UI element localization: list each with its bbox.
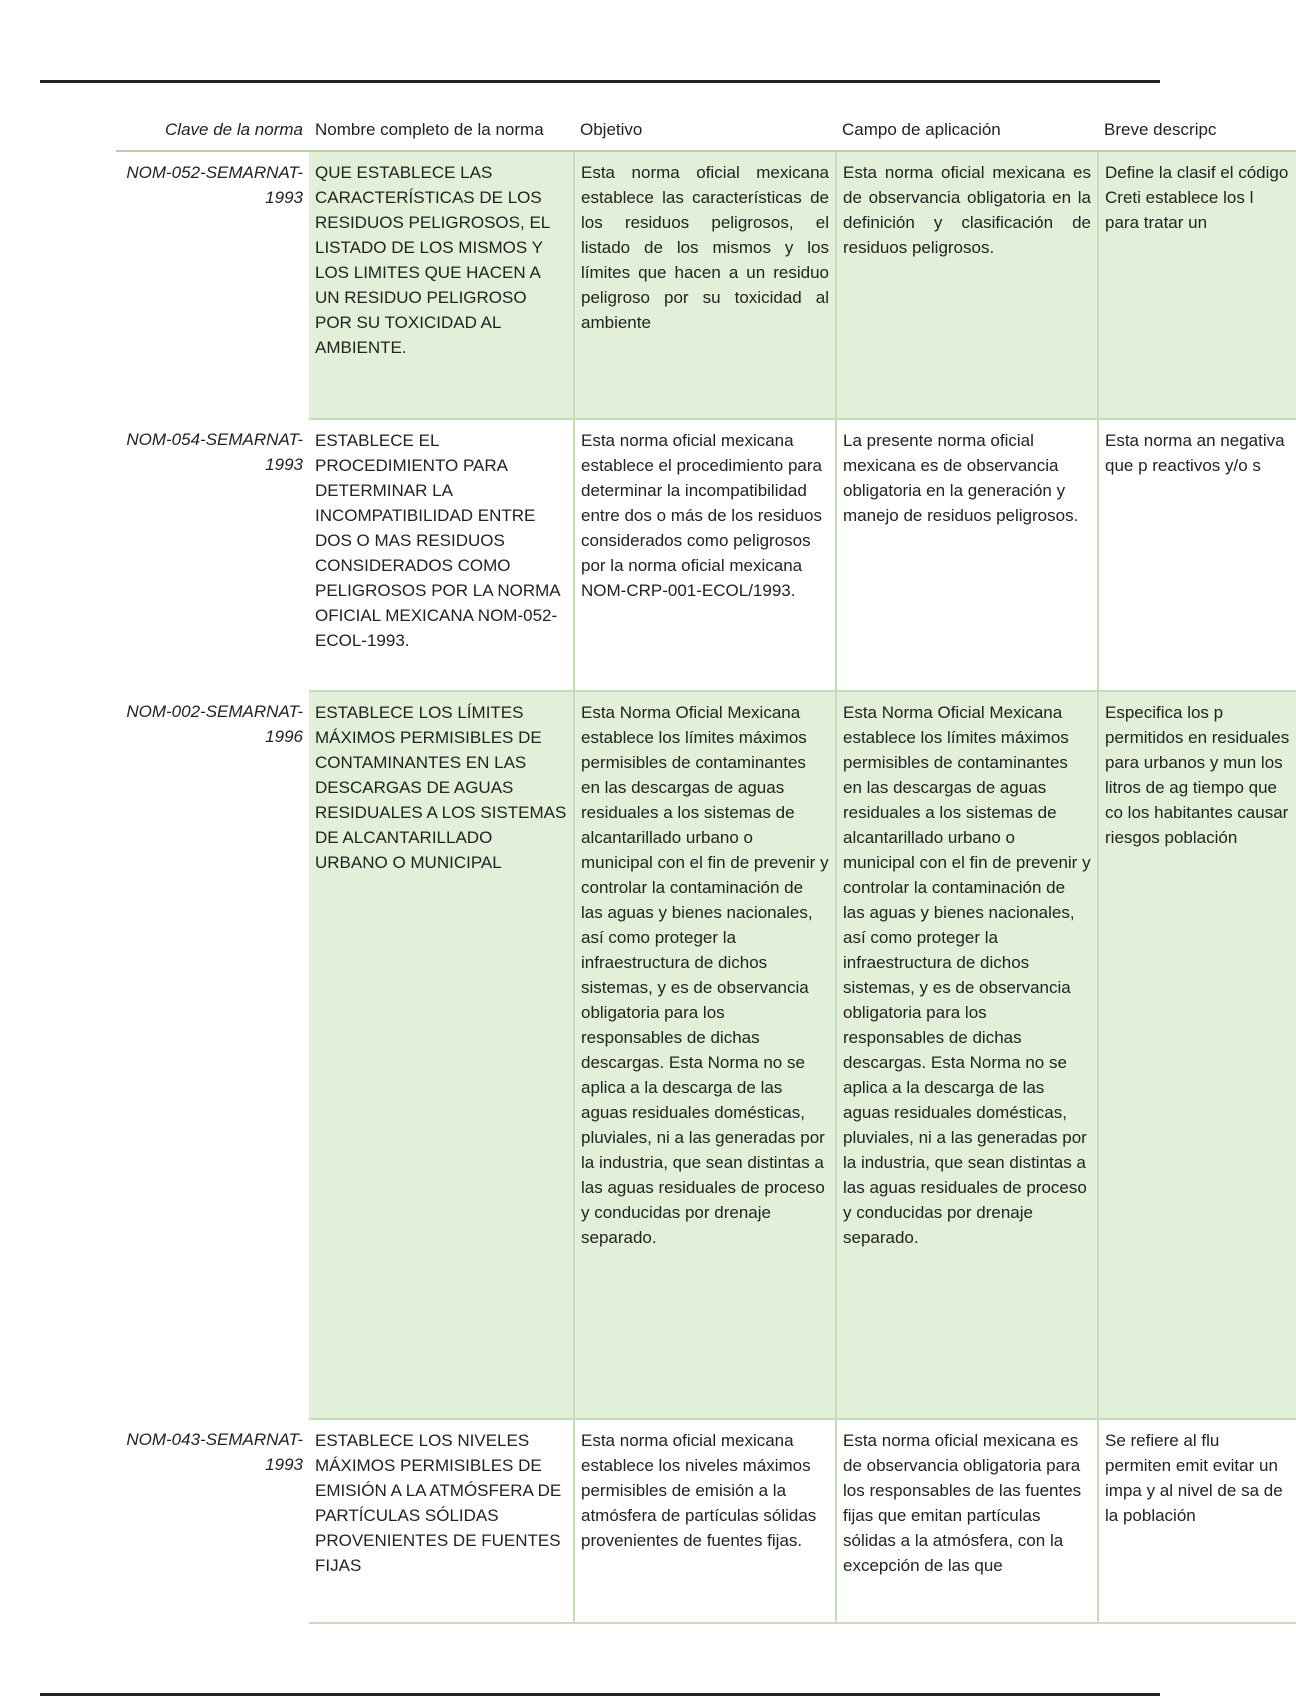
norm-scope: Esta norma oficial mexicana es de observancia obligatoria para los responsables de las fuentes fijas que emitan partículas sólidas a la atmósfera, con la excepción de las que xyxy=(836,1419,1098,1623)
norm-name: ESTABLECE LOS LÍMITES MÁXIMOS PERMISIBLES DE CONTAMINANTES EN LAS DESCARGAS DE AGUAS RESIDUALES A LOS SISTEMAS DE ALCANTARILLADO URBANO O MUNICIPAL xyxy=(309,691,574,1419)
norm-description: Esta norma an negativa que p reactivos y/o s xyxy=(1098,419,1296,691)
table-row xyxy=(116,151,1296,419)
norm-name: ESTABLECE LOS NIVELES MÁXIMOS PERMISIBLES DE EMISIÓN A LA ATMÓSFERA DE PARTÍCULAS SÓLIDAS PROVENIENTES DE FUENTES FIJAS xyxy=(309,1419,574,1623)
bottom-rule xyxy=(40,1693,1160,1696)
norm-key: NOM-052-SEMARNAT-1993 xyxy=(116,151,309,419)
header-key: Clave de la norma xyxy=(116,96,309,151)
norm-description: Especifica los p permitidos en residuales para urbanos y mun los litros de ag tiempo que co los habitantes causar riesgos población xyxy=(1098,691,1296,1419)
norms-table xyxy=(116,96,1296,1624)
table-viewport xyxy=(0,96,1290,1616)
table-row xyxy=(116,419,1296,691)
table-row xyxy=(116,1419,1296,1623)
header-row xyxy=(116,96,1296,151)
norm-name: ESTABLECE EL PROCEDIMIENTO PARA DETERMINAR LA INCOMPATIBILIDAD ENTRE DOS O MAS RESIDUOS CONSIDERADOS COMO PELIGROSOS POR LA NORMA OFICIAL MEXICANA NOM-052-ECOL-1993. xyxy=(309,419,574,691)
norm-objective: Esta Norma Oficial Mexicana establece los límites máximos permisibles de contaminantes en las descargas de aguas residuales a los sistemas de alcantarillado urbano o municipal con el fin de prevenir y controlar la contaminación de las aguas y bienes nacionales, así como proteger la infraestructura de dichos sistemas, y es de observancia obligatoria para los responsables de dichas descargas. Esta Norma no se aplica a la descarga de las aguas residuales domésticas, pluviales, ni a las generadas por la industria, que sean distintas a las aguas residuales de proceso y conducidas por drenaje separado. xyxy=(574,691,836,1419)
norm-key: NOM-002-SEMARNAT-1996 xyxy=(116,691,309,1419)
header-objective: Objetivo xyxy=(574,96,836,151)
norm-objective: Esta norma oficial mexicana establece los niveles máximos permisibles de emisión a la atmósfera de partículas sólidas provenientes de fuentes fijas. xyxy=(574,1419,836,1623)
norm-scope: Esta norma oficial mexicana es de observancia obligatoria en la definición y clasificación de residuos peligrosos. xyxy=(836,151,1098,419)
norm-scope: La presente norma oficial mexicana es de observancia obligatoria en la generación y manejo de residuos peligrosos. xyxy=(836,419,1098,691)
norm-objective: Esta norma oficial mexicana establece el procedimiento para determinar la incompatibilidad entre dos o más de los residuos considerados como peligrosos por la norma oficial mexicana NOM-CRP-001-ECOL/1993. xyxy=(574,419,836,691)
header-description: Breve descripc xyxy=(1098,96,1296,151)
norm-objective: Esta norma oficial mexicana establece las características de los residuos peligrosos, el listado de los mismos y los límites que hacen a un residuo peligroso por su toxicidad al ambiente xyxy=(574,151,836,419)
top-rule xyxy=(40,80,1160,83)
table-row xyxy=(116,691,1296,1419)
norm-key: NOM-054-SEMARNAT-1993 xyxy=(116,419,309,691)
norm-description: Define la clasif el código Creti establece los l para tratar un xyxy=(1098,151,1296,419)
norm-name: QUE ESTABLECE LAS CARACTERÍSTICAS DE LOS RESIDUOS PELIGROSOS, EL LISTADO DE LOS MISMOS Y LOS LIMITES QUE HACEN A UN RESIDUO PELIGROSO POR SU TOXICIDAD AL AMBIENTE. xyxy=(309,151,574,419)
header-scope: Campo de aplicación xyxy=(836,96,1098,151)
norm-description: Se refiere al flu permiten emit evitar un impa y al nivel de sa de la población xyxy=(1098,1419,1296,1623)
norm-scope: Esta Norma Oficial Mexicana establece los límites máximos permisibles de contaminantes en las descargas de aguas residuales a los sistemas de alcantarillado urbano o municipal con el fin de prevenir y controlar la contaminación de las aguas y bienes nacionales, así como proteger la infraestructura de dichos sistemas, y es de observancia obligatoria para los responsables de dichas descargas. Esta Norma no se aplica a la descarga de las aguas residuales domésticas, pluviales, ni a las generadas por la industria, que sean distintas a las aguas residuales de proceso y conducidas por drenaje separado. xyxy=(836,691,1098,1419)
header-name: Nombre completo de la norma xyxy=(309,96,574,151)
norm-key: NOM-043-SEMARNAT-1993 xyxy=(116,1419,309,1623)
